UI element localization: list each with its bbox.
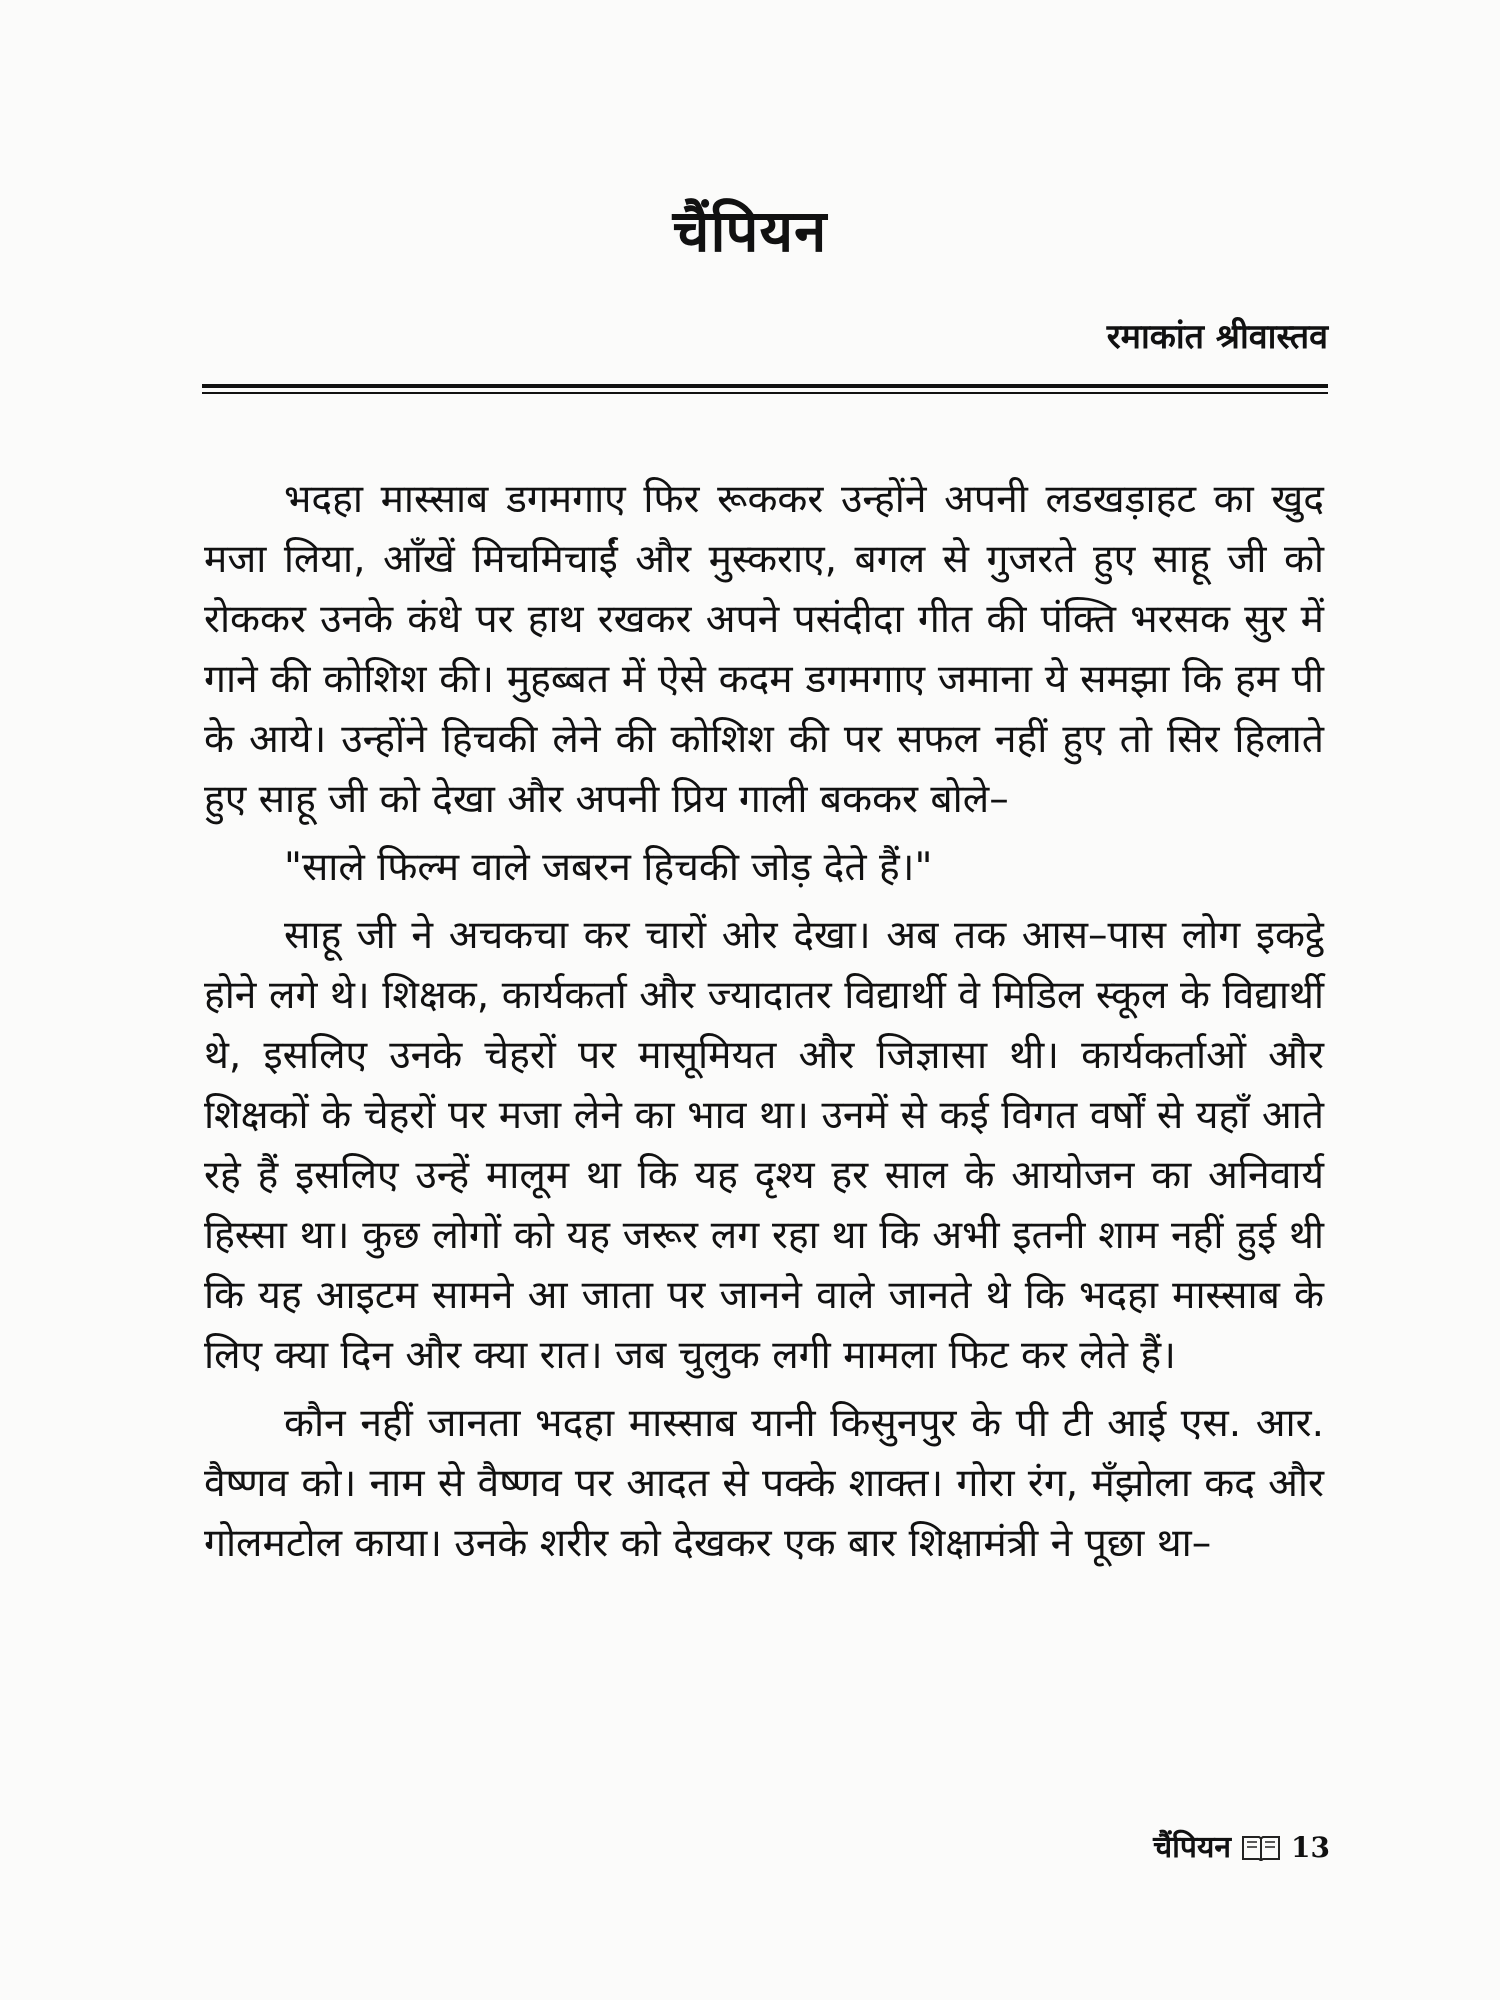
title-divider: [202, 384, 1328, 396]
paragraph-2: साहू जी ने अचकचा कर चारों ओर देखा। अब तक आस–पास लोग इकट्ठे होने लगे थे। शिक्षक, कार्यकर्ता और ज्यादातर विद्यार्थी वे मिडिल स्कूल के विद्यार्थी थे, इसलिए उनके चेहरों पर मासूमियत और जिज्ञासा थी। कार्यकर्ताओं और शिक्षकों के चेहरों पर मजा लेने का भाव था। उनमें से कई विगत वर्षों से यहाँ आते रहे हैं इसलिए उन्हें मालूम था कि यह दृश्य हर साल के आयोजन का अनिवार्य हिस्सा था। कुछ लोगों को यह जरूर लग रहा था कि अभी इतनी शाम नहीं हुई थी कि यह आइटम सामने आ जाता पर जानने वाले जानते थे कि भदहा मास्साब के लिए क्या दिन और क्या रात। जब चुलुक लगी मामला फिट कर लेते हैं।: [204, 913, 1324, 1378]
author-name: रमाकांत श्रीवास्तव: [1106, 317, 1328, 357]
divider-thin-line: [202, 392, 1328, 394]
book-icon: [1241, 1833, 1281, 1863]
page-footer: [1153, 1828, 1330, 1868]
chapter-title: चैंपियन: [672, 196, 828, 265]
chapter-body: [204, 470, 1324, 1582]
divider-thick-line: [202, 384, 1328, 388]
running-footer-title: चैंपियन: [1153, 1830, 1232, 1865]
paragraph-1: भदहा मास्साब डगमगाए फिर रूककर उन्होंने अपनी लडखड़ाहट का खुद मजा लिया, आँखें मिचमिचाईं और मुस्कराए, बगल से गुजरते हुए साहू जी को रोककर उनके कंधे पर हाथ रखकर अपने पसंदीदा गीत की पंक्ति भरसक सुर में गाने की कोशिश की। मुहब्बत में ऐसे कदम डगमगाए जमाना ये समझा कि हम पी के आये। उन्होंने हिचकी लेने की कोशिश की पर सफल नहीं हुए तो सिर हिलाते हुए साहू जी को देखा और अपनी प्रिय गाली बककर बोले–: [204, 477, 1324, 822]
paragraph-3: कौन नहीं जानता भदहा मास्साब यानी किसुनपुर के पी टी आई एस. आर. वैष्णव को। नाम से वैष्णव पर आदत से पक्के शाक्त। गोरा रंग, मँझोला कद और गोलमटोल काया। उनके शरीर को देखकर एक बार शिक्षामंत्री ने पूछा था–: [204, 1401, 1324, 1566]
page-number: 13: [1291, 1831, 1330, 1864]
dialogue-quote: "साले फिल्म वाले जबरन हिचकी जोड़ देते हैं।": [284, 845, 933, 890]
